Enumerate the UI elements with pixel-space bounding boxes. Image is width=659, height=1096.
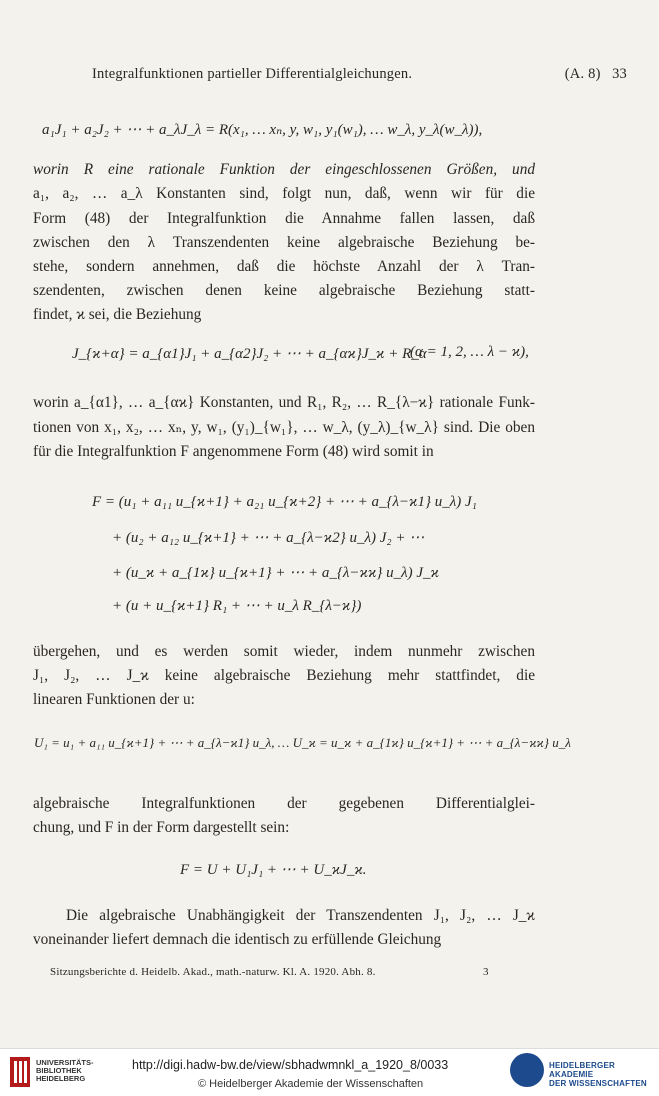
text-line: J₁, J₂, … J_ϰ keine algebraische Beziehung mehr stattfindet, die	[33, 667, 535, 684]
text-line: tionen von x₁, x₂, … xₙ, y, w₁, (y₁)_{w₁}, … w_λ, (y_λ)_{w_λ} sind. Die oben	[33, 419, 535, 436]
footer-page-number: 3	[483, 966, 489, 978]
text-line: a₁, a₂, … a_λ Konstanten sind, folgt nun, daß, wenn wir für die	[33, 185, 535, 202]
text-line: findet, ϰ sei, die Beziehung	[33, 306, 202, 323]
header-page-number: 33	[612, 66, 627, 82]
equation-F-line-3: + (u_ϰ + a_{1ϰ} u_{ϰ+1} + ⋯ + a_{λ−ϰϰ} u_λ) J_ϰ	[112, 565, 439, 581]
text-line: szendenten, zwischen denen keine algebraische Beziehung statt-	[33, 282, 535, 299]
equation-2-condition: (α = 1, 2, … λ − ϰ),	[410, 344, 529, 360]
equation-1: a₁J₁ + a₂J₂ + ⋯ + a_λJ_λ = R(x₁, … xₙ, y, w₁, y₁(w₁), … w_λ, y_λ(w_λ)),	[42, 122, 483, 138]
text-line: Form (48) der Integralfunktion die Annahme fallen lassen, daß	[33, 210, 535, 227]
text-line: Die algebraische Unabhängigkeit der Transzendenten J₁, J₂, … J_ϰ	[66, 907, 535, 924]
university-library-logo-icon[interactable]	[8, 1055, 32, 1089]
text-line: algebraische Integralfunktionen der gegebenen Differentialglei-	[33, 795, 535, 812]
text-line: voneinander liefert demnach die identisch zu erfüllende Gleichung	[33, 931, 442, 948]
equation-U: U₁ = u₁ + a₁₁ u_{ϰ+1} + ⋯ + a_{λ−ϰ1} u_λ, … U_ϰ = u_ϰ + a_{1ϰ} u_{ϰ+1} + ⋯ + a_{λ−ϰϰ} u_λ	[34, 735, 571, 750]
running-header	[92, 66, 627, 83]
academy-seal-icon[interactable]	[510, 1053, 544, 1087]
copyright-notice: © Heidelberger Akademie der Wissenschaften	[198, 1078, 424, 1090]
text-line: übergehen, und es werden somit wieder, indem nunmehr zwischen	[33, 643, 535, 660]
equation-F-line-2: + (u₂ + a₁₂ u_{ϰ+1} + ⋯ + a_{λ−ϰ2} u_λ) J₂ + ⋯	[112, 530, 425, 546]
footer-citation: Sitzungsberichte d. Heidelb. Akad., math.-naturw. Kl. A. 1920. Abh. 8.	[50, 966, 376, 978]
text-line: für die Integralfunktion F angenommene Form (48) wird somit in	[33, 443, 434, 460]
text-line: linearen Funktionen der u:	[33, 691, 195, 708]
permalink-url[interactable]: http://digi.hadw-bw.de/view/sbhadwmnkl_a_1920_8/0033	[132, 1058, 449, 1072]
university-library-name: UNIVERSITÄTS- BIBLIOTHEK HEIDELBERG	[36, 1058, 94, 1083]
text-line: stehe, sondern annehmen, daß die höchste Anzahl der λ Tran-	[33, 258, 535, 275]
equation-F-line-4: + (u + u_{ϰ+1} R₁ + ⋯ + u_λ R_{λ−ϰ})	[112, 598, 362, 614]
page-footer	[50, 966, 509, 978]
academy-name: HEIDELBERGER AKADEMIE DER WISSENSCHAFTEN	[549, 1061, 647, 1088]
text-line: worin a_{α1}, … a_{αϰ} Konstanten, und R₁, R₂, … R_{λ−ϰ} rationale Funk-	[33, 394, 535, 411]
header-ref: (A. 8)	[564, 66, 601, 82]
equation-2: J_{ϰ+α} = a_{α1}J₁ + a_{α2}J₂ + ⋯ + a_{αϰ}J_ϰ + R_α	[72, 346, 427, 362]
text-line: zwischen den λ Transzendenten keine algebraische Beziehung be-	[33, 234, 535, 251]
text-line: worin R eine rationale Funktion der eingeschlossenen Größen, und	[33, 161, 535, 178]
viewer-bottom-bar	[0, 1048, 659, 1096]
header-title: Integralfunktionen partieller Differentialgleichungen.	[92, 66, 413, 82]
equation-F-line-1: F = (u₁ + a₁₁ u_{ϰ+1} + a₂₁ u_{ϰ+2} + ⋯ + a_{λ−ϰ1} u_λ) J₁	[92, 494, 477, 510]
equation-final: F = U + U₁J₁ + ⋯ + U_ϰJ_ϰ.	[180, 862, 367, 878]
text-line: chung, und F in der Form dargestellt sein:	[33, 819, 290, 836]
